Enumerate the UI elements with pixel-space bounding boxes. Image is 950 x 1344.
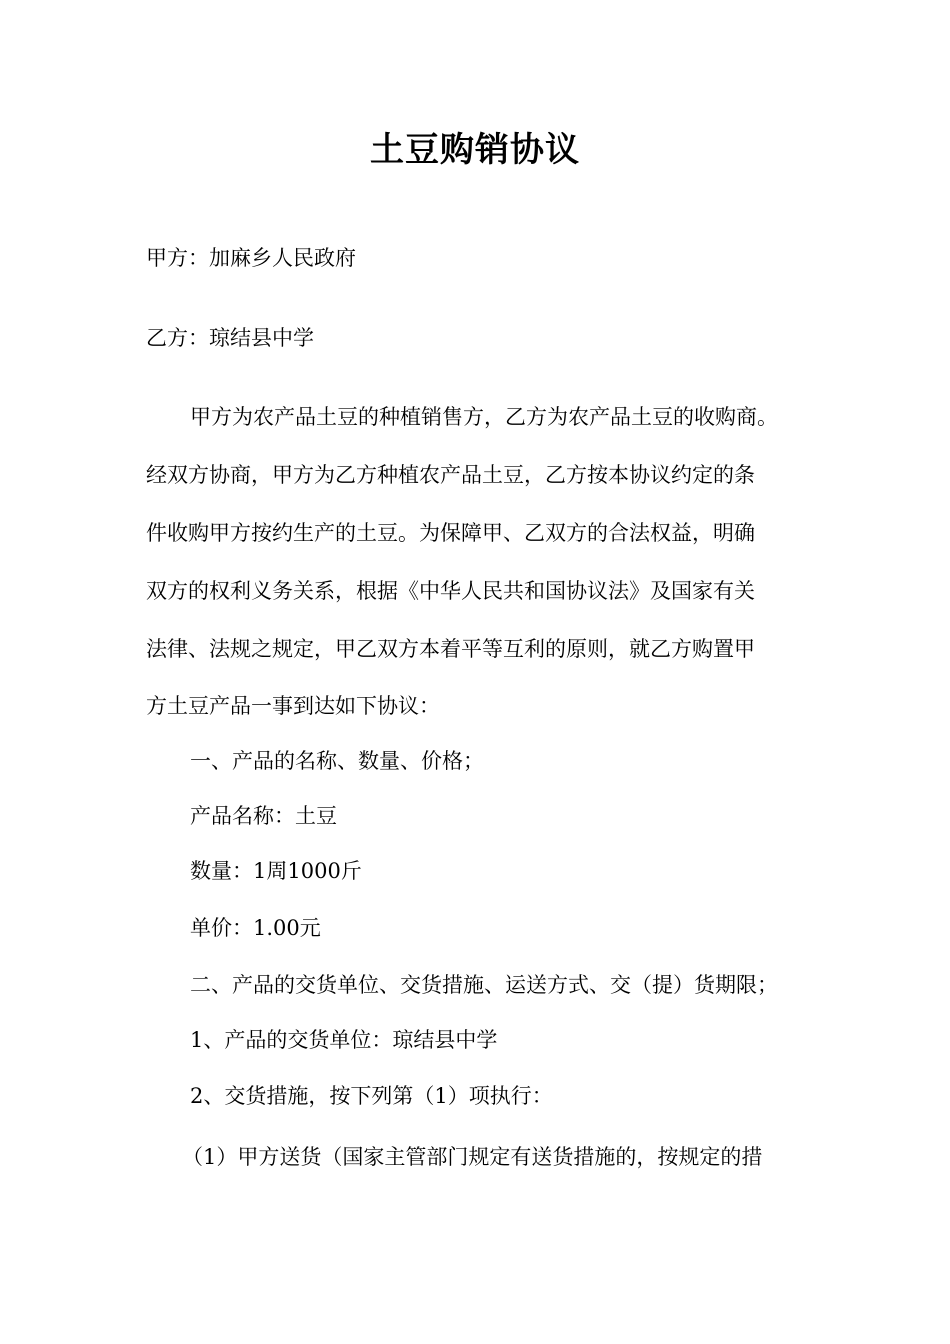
product-name-line: 产品名称：土豆 [190, 804, 337, 828]
party-a-line: 甲方：加麻乡人民政府 [146, 246, 356, 270]
unit-price-line: 单价：1.00元 [190, 916, 321, 940]
document-title: 土豆购销协议 [370, 130, 580, 170]
party-b-line: 乙方：琼结县中学 [146, 326, 314, 350]
preamble-line-1: 甲方为农产品土豆的种植销售方，乙方为农产品土豆的收购商。 [190, 405, 778, 429]
delivery-method-line: 2、交货措施，按下列第（1）项执行： [190, 1084, 553, 1108]
preamble-line-6: 方土豆产品一事到达如下协议： [146, 694, 440, 718]
delivery-option-1-line: （1）甲方送货（国家主管部门规定有送货措施的，按规定的措 [182, 1145, 763, 1169]
preamble-line-5: 法律、法规之规定，甲乙双方本着平等互利的原则，就乙方购置甲 [146, 637, 755, 661]
delivery-unit-line: 1、产品的交货单位：琼结县中学 [190, 1028, 498, 1052]
section-2-heading: 二、产品的交货单位、交货措施、运送方式、交（提）货期限； [190, 973, 778, 997]
preamble-line-3: 件收购甲方按约生产的土豆。为保障甲、乙双方的合法权益，明确 [146, 521, 755, 545]
quantity-line: 数量：1周1000斤 [190, 859, 362, 883]
section-1-heading: 一、产品的名称、数量、价格； [190, 749, 484, 773]
preamble-line-2: 经双方协商，甲方为乙方种植农产品土豆，乙方按本协议约定的条 [146, 463, 755, 487]
preamble-line-4: 双方的权利义务关系，根据《中华人民共和国协议法》及国家有关 [146, 579, 755, 603]
